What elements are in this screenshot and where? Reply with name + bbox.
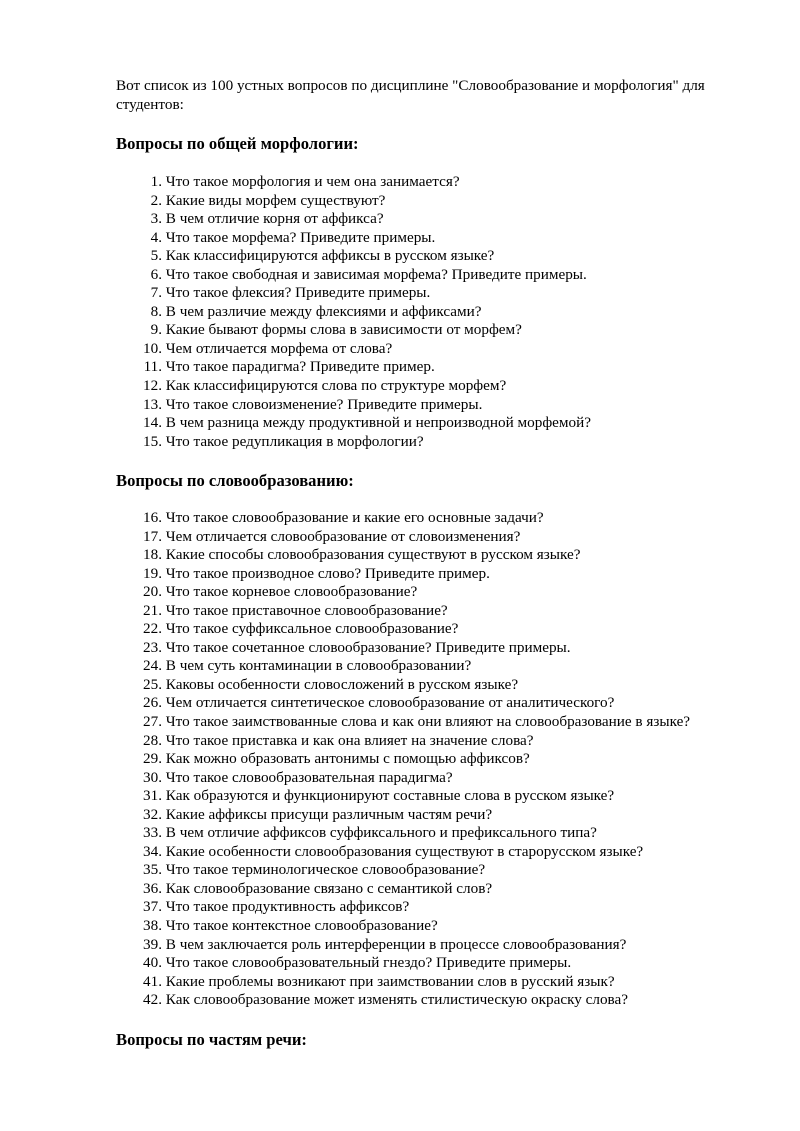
list-item [136,898,690,917]
question-text: Какие проблемы возникают при заимствовании слов в русский язык? [165,972,615,990]
question-number: 15. [143,432,162,450]
question-text: Что такое словообразовательный гнездо? Приведите примеры. [165,954,572,972]
question-number: 24. [143,657,162,675]
question-text: Что такое корневое словообразование? [165,583,418,601]
list-item [136,657,690,676]
question-number: 38. [143,917,162,935]
question-text: В чем различие между флексиями и аффиксами? [165,302,482,320]
question-number: 21. [143,601,162,619]
question-text: Как словообразование может изменять стилистическую окраску слова? [165,991,628,1009]
list-item [136,509,690,528]
question-text: Что такое приставка и как она влияет на значение слова? [165,731,534,749]
list-item [136,973,690,992]
question-number: 18. [143,546,162,564]
question-number: 17. [143,527,162,545]
list-item [136,620,690,639]
list-item [136,602,690,621]
question-text: Что такое парадигма? Приведите пример. [165,358,435,376]
question-text: Как словообразование связано с семантикой слов? [165,879,493,897]
question-number: 26. [143,694,162,712]
list-item [136,583,690,602]
question-text: Что такое свободная и зависимая морфема? Приведите примеры. [165,265,587,283]
question-number: 41. [143,972,162,990]
question-text: Что такое редупликация в морфологии? [165,432,424,450]
question-text: Что такое морфология и чем она занимается? [165,173,460,190]
question-number: 13. [143,395,162,413]
list-item [136,396,591,415]
list-item [136,880,690,899]
question-number: 2. [150,191,162,209]
list-item [136,694,690,713]
question-number: 42. [143,991,162,1009]
question-number: 12. [143,377,162,395]
question-number: 8. [150,302,162,320]
question-text: В чем отличие корня от аффикса? [165,210,384,228]
list-item [136,303,591,322]
list-item [136,713,690,732]
question-number: 33. [143,824,162,842]
question-number: 25. [143,675,162,693]
list-item [136,639,690,658]
list-item [136,247,591,266]
question-text: В чем разница между продуктивной и непроизводной морфемой? [165,414,591,432]
question-number: 37. [143,898,162,916]
list-item [136,917,690,936]
question-number: 9. [150,321,162,339]
question-text: Чем отличается словообразование от словоизменения? [165,527,521,545]
question-text: Какие аффиксы присущи различным частям речи? [165,805,493,823]
list-item [136,414,591,433]
question-number: 10. [143,339,162,357]
list-item [136,732,690,751]
list-item [136,787,690,806]
list-item [136,321,591,340]
question-text: Что такое суффиксальное словообразование? [165,620,459,638]
question-number: 22. [143,620,162,638]
question-number: 14. [143,414,162,432]
question-text: Чем отличается морфема от слова? [165,339,393,357]
question-number: 39. [143,935,162,953]
question-number: 40. [143,954,162,972]
list-item [136,377,591,396]
question-text: Что такое контекстное словообразование? [165,917,438,935]
question-text: В чем суть контаминации в словообразовании? [165,657,472,675]
question-text: Что такое производное слово? Приведите пример. [165,564,490,582]
question-text: Какие особенности словообразования существуют в старорусском языке? [165,842,644,860]
list-item [136,192,591,211]
question-number: 27. [143,713,162,731]
list-item [136,358,591,377]
question-text: Каковы особенности словосложений в русском языке? [165,675,519,693]
question-number: 16. [143,509,162,526]
question-text: Как можно образовать антонимы с помощью аффиксов? [165,750,530,768]
question-text: Что такое продуктивность аффиксов? [165,898,410,916]
section-heading-morphology: Вопросы по общей морфологии: [116,134,359,153]
question-number: 30. [143,768,162,786]
list-item [136,806,690,825]
question-text: Что такое словоизменение? Приведите примеры. [165,395,483,413]
list-item [136,210,591,229]
question-number: 20. [143,583,162,601]
question-text: Как классифицируются аффиксы в русском языке? [165,247,495,265]
list-item [136,861,690,880]
question-text: Как образуются и функционируют составные слова в русском языке? [165,787,615,805]
question-number: 7. [150,284,162,302]
question-text: В чем заключается роль интерференции в процессе словообразования? [165,935,627,953]
question-text: В чем отличие аффиксов суффиксального и префиксального типа? [165,824,597,842]
list-item [136,843,690,862]
list-item [136,284,591,303]
question-number: 4. [150,228,162,246]
question-text: Что такое морфема? Приведите примеры. [165,228,436,246]
question-text: Как классифицируются слова по структуре морфем? [165,377,507,395]
question-text: Что такое словообразовательная парадигма? [165,768,453,786]
question-number: 6. [150,265,162,283]
list-item [136,229,591,248]
list-item [136,769,690,788]
question-number: 31. [143,787,162,805]
list-item [136,433,591,452]
list-item [136,528,690,547]
section-heading-parts-of-speech: Вопросы по частям речи: [116,1030,307,1049]
question-text: Что такое заимствованные слова и как они влияют на словообразование в языке? [165,713,691,731]
question-number: 1. [150,173,162,190]
question-list-morphology [136,173,591,451]
question-text: Что такое флексия? Приведите примеры. [165,284,431,302]
list-item [136,824,690,843]
question-number: 19. [143,564,162,582]
question-number: 28. [143,731,162,749]
list-item [136,340,591,359]
list-item [136,173,591,192]
list-item [136,676,690,695]
question-number: 34. [143,842,162,860]
question-text: Чем отличается синтетическое словообразование от аналитического? [165,694,615,712]
question-text: Что такое сочетанное словообразование? Приведите примеры. [165,638,571,656]
intro-paragraph: Вот список из 100 устных вопросов по дисциплине "Словообразование и морфология" для студентов: [116,77,705,113]
list-item [136,750,690,769]
question-number: 32. [143,805,162,823]
question-text: Какие виды морфем существуют? [165,191,386,209]
question-number: 3. [150,210,162,228]
question-text: Что такое приставочное словообразование? [165,601,448,619]
section-heading-word-formation: Вопросы по словообразованию: [116,471,354,490]
question-text: Что такое терминологическое словообразование? [165,861,486,879]
question-number: 35. [143,861,162,879]
question-text: Что такое словообразование и какие его основные задачи? [165,509,544,526]
list-item [136,565,690,584]
question-text: Какие способы словообразования существуют в русском языке? [165,546,581,564]
question-number: 5. [150,247,162,265]
question-number: 36. [143,879,162,897]
list-item [136,954,690,973]
list-item [136,936,690,955]
question-number: 11. [143,358,162,376]
list-item [136,266,591,285]
question-list-word-formation [136,509,690,1010]
list-item [136,546,690,565]
question-number: 23. [143,638,162,656]
question-text: Какие бывают формы слова в зависимости от морфем? [165,321,522,339]
list-item [136,991,690,1010]
question-number: 29. [143,750,162,768]
